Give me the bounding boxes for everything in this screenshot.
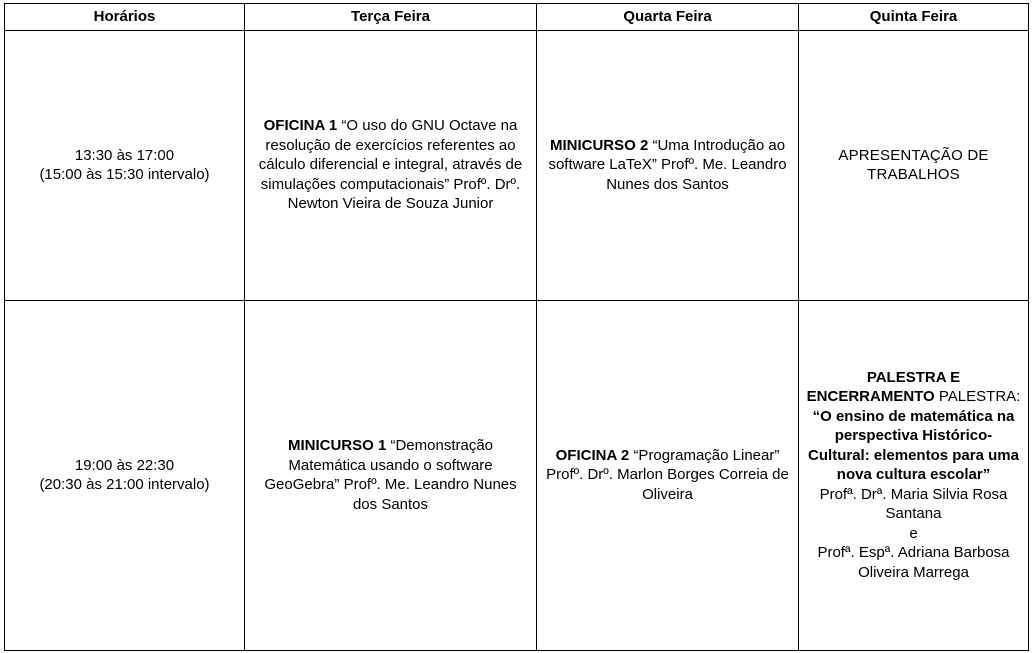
activity-speaker: Profº. Me. Leandro Nunes dos Santos	[343, 476, 517, 513]
activity-subject: “Programação Linear”	[633, 446, 780, 464]
activity-subject: “Demonstração Matemática usando o software GeoGebra”	[264, 437, 494, 493]
activity-speakers	[805, 485, 1022, 583]
time-break: (20:30 às 21:00 intervalo)	[39, 476, 210, 493]
activity-speaker: Profª. Drª. Maria Silvia Rosa Santana	[819, 485, 1008, 523]
column-header-quarta: Quarta Feira	[537, 4, 799, 31]
activity-title: OFICINA 2	[555, 446, 630, 464]
activity-title-line1: PALESTRA E	[866, 368, 961, 386]
activity-speaker: Profº. Me. Leandro Nunes dos Santos	[606, 156, 787, 193]
time-range: 13:30 às 17:00	[74, 146, 175, 164]
activity-text: APRESENTAÇÃO DE TRABALHOS	[838, 146, 989, 183]
cell-quarta-night	[537, 300, 799, 650]
activity-title: MINICURSO 1	[287, 437, 387, 454]
activity-title: OFICINA 1	[263, 117, 338, 135]
activity-speaker: Profº. Drº. Newton Vieira de Souza Junior	[287, 175, 521, 213]
activity-subject: “Uma Introdução ao software LaTeX”	[548, 136, 786, 174]
column-header-quinta: Quinta Feira	[799, 4, 1029, 31]
cell-terca-afternoon	[245, 30, 537, 300]
time-range: 19:00 às 22:30	[74, 456, 175, 474]
table-header-row	[5, 4, 1029, 31]
table-row	[5, 30, 1029, 300]
cell-horarios-afternoon	[5, 30, 245, 300]
cell-quinta-afternoon	[799, 30, 1029, 300]
activity-speaker: Profº. Drº. Marlon Borges Correia de Oliveira	[546, 466, 789, 503]
activity-subject: “O uso do GNU Octave na resolução de exercícios referentes ao cálculo diferencial e integral, através de simulações computacionais”	[258, 117, 523, 193]
speaker-conjunction: e	[909, 524, 918, 542]
activity-title: MINICURSO 2	[549, 136, 649, 154]
table-row	[5, 300, 1029, 650]
time-break: (15:00 às 15:30 intervalo)	[39, 166, 210, 183]
lecture-name: “O ensino de matemática na perspectiva Histórico-Cultural: elementos para uma nova cultura escolar”	[808, 407, 1019, 484]
lecture-prefix: PALESTRA:	[938, 388, 1021, 406]
activity-title-line2: ENCERRAMENTO	[806, 388, 935, 406]
cell-horarios-night	[5, 300, 245, 650]
cell-terca-night	[245, 300, 537, 650]
activity-speaker: Profª. Espª. Adriana Barbosa Oliveira Marrega	[817, 544, 1010, 581]
schedule-table	[4, 3, 1029, 651]
cell-quarta-afternoon	[537, 30, 799, 300]
activity-title	[807, 369, 961, 406]
cell-quinta-night	[799, 300, 1029, 650]
column-header-terca: Terça Feira	[245, 4, 537, 31]
column-header-horarios: Horários	[5, 4, 245, 31]
